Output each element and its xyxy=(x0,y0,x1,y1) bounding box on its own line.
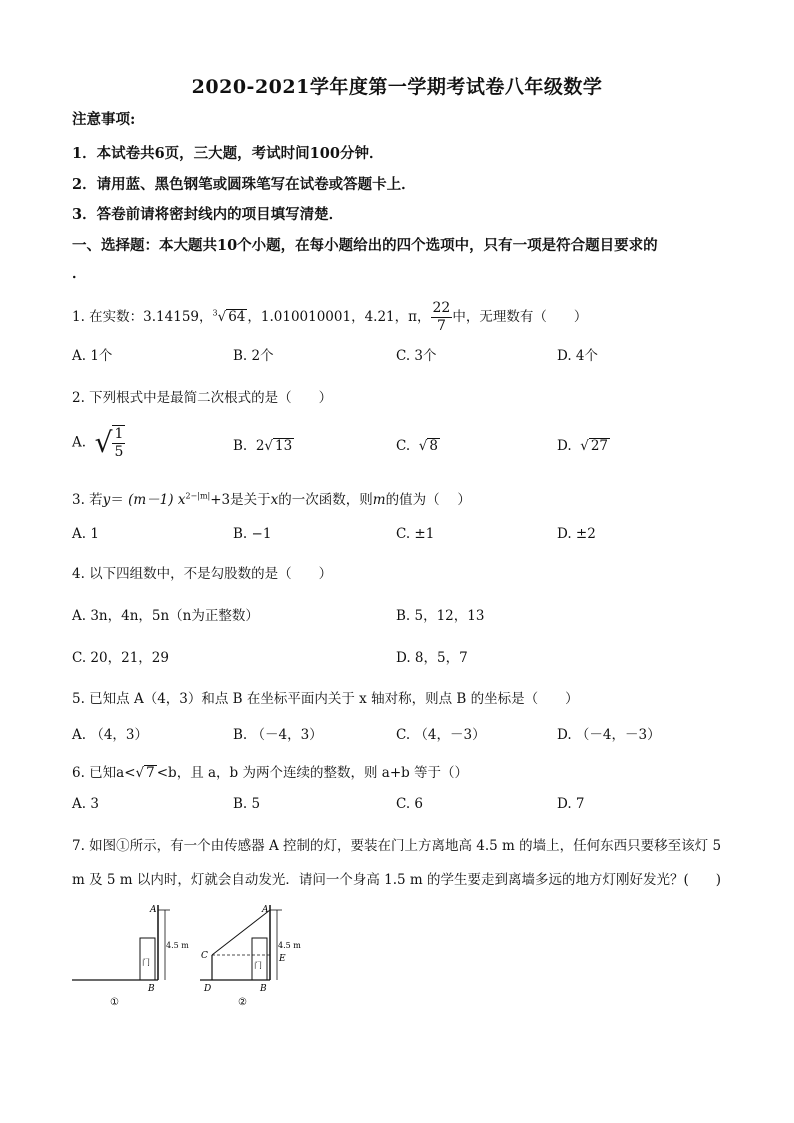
q3-exponent: 2−|m| xyxy=(185,491,211,501)
q1-cube-root: √ 64 xyxy=(217,309,246,325)
q3-part-3: 的一次函数，则 xyxy=(278,492,373,508)
question-1 xyxy=(72,300,587,335)
q1-root-index: 3 xyxy=(212,308,218,318)
q3-x-2: x xyxy=(270,492,279,508)
q1-middle: ，1.010010001，4.21，π， xyxy=(247,309,431,325)
q2-option-d xyxy=(557,438,610,454)
q6-option-a: A. 3 xyxy=(72,796,99,812)
q2-d-radicand: 27 xyxy=(590,438,609,454)
fig2-light-line xyxy=(212,910,270,955)
q3-x: x xyxy=(177,492,186,508)
q2-label-c: C. xyxy=(396,438,411,454)
figure-1 xyxy=(72,905,189,1008)
q6-option-b: B. 5 xyxy=(233,796,261,812)
q3-eq: ＝ xyxy=(110,492,124,508)
q1-suffix: 中，无理数有（ ） xyxy=(452,309,588,325)
fig2-label-b: B xyxy=(260,984,267,994)
q5-option-d: D. （－4，－3） xyxy=(557,727,661,743)
fig1-label-b: B xyxy=(148,984,155,994)
fig2-label-d: D xyxy=(204,984,212,994)
q2-option-a xyxy=(72,425,125,461)
fig2-caption: ② xyxy=(238,997,247,1008)
q6-root: √ 7 xyxy=(135,765,155,781)
q3-option-c: C. ±1 xyxy=(396,526,435,542)
q2-a-num: 1 xyxy=(114,426,124,442)
question-7-line-2: m 及 5 m 以内时，灯就会自动发光．请问一个身高 1.5 m 的学生要走到离墙多远的地方灯刚好发光？( ) xyxy=(72,872,722,888)
q1-option-a: A. 1个 xyxy=(72,348,113,364)
q4-option-c: C. 20，21，29 xyxy=(72,650,169,666)
question-3 xyxy=(72,488,471,508)
notice-item-3: 3．答卷前请将密封线内的项目填写清楚． xyxy=(72,206,344,223)
q4-option-d: D. 8，5，7 xyxy=(396,650,468,666)
q3-option-b: B. −1 xyxy=(233,526,272,542)
fig2-height-label: 4.5 m xyxy=(278,941,301,950)
q2-a-fraction xyxy=(112,425,125,461)
q5-option-c: C. （4，－3） xyxy=(396,727,486,743)
q2-option-c xyxy=(396,438,440,454)
q2-a-den: 5 xyxy=(114,444,124,460)
q1-frac-num: 22 xyxy=(432,300,451,316)
fig1-door-label: 门 xyxy=(142,958,150,967)
q2-label-d: D. xyxy=(557,438,572,454)
q3-plus: +3 xyxy=(210,492,231,508)
q2-label-b: B. xyxy=(233,438,248,454)
q1-frac-den: 7 xyxy=(436,318,446,334)
notice-heading: 注意事项: xyxy=(72,111,136,128)
q4-option-a: A. 3n，4n，5n（n为正整数） xyxy=(72,608,259,624)
q4-option-b: B. 5，12，13 xyxy=(396,608,485,624)
section1-heading: 一、选择题：本大题共10个小题，在每小题给出的四个选项中，只有一项是符合题目要求的 xyxy=(72,237,658,254)
q2-b-coef: 2 xyxy=(255,438,265,454)
question-6 xyxy=(72,761,468,781)
q6-option-c: C. 6 xyxy=(396,796,424,812)
q7-figure xyxy=(70,895,310,1020)
q2-c-root: √ 8 xyxy=(418,438,438,454)
question-2: 2. 下列根式中是最简二次根式的是（ ） xyxy=(72,390,333,406)
q5-option-a: A. （4，3） xyxy=(72,727,149,743)
q1-option-b: B. 2个 xyxy=(233,348,274,364)
question-7-line-1: 7. 如图①所示，有一个由传感器 A 控制的灯，要装在门上方离地高 4.5 m 的墙上，任何东西只要移至该灯 5 xyxy=(72,838,722,854)
fig1-caption: ① xyxy=(110,997,119,1008)
q1-option-c: C. 3个 xyxy=(396,348,437,364)
fig2-label-e: E xyxy=(279,954,286,964)
q6-suffix: <b，且 a，b 为两个连续的整数，则 a+b 等于（） xyxy=(156,765,469,781)
fig2-door xyxy=(252,938,267,980)
fig1-height-label: 4.5 m xyxy=(166,941,189,950)
q1-option-d: D. 4个 xyxy=(557,348,599,364)
fig2-door-label: 门 xyxy=(254,961,262,970)
q5-option-b: B. （－4，3） xyxy=(233,727,323,743)
notice-item-2: 2．请用蓝、黑色钢笔或圆珠笔写在试卷或答题卡上． xyxy=(72,176,416,193)
figure-2 xyxy=(200,905,301,1008)
q1-fraction xyxy=(431,300,453,335)
fig2-label-c: C xyxy=(201,951,208,961)
q3-y: y xyxy=(102,492,111,508)
q3-option-a: A. 1 xyxy=(72,526,99,542)
q2-c-radicand: 8 xyxy=(429,438,438,454)
q3-option-d: D. ±2 xyxy=(557,526,596,542)
q2-a-radical-sign: √ xyxy=(94,426,113,459)
q2-label-a: A. xyxy=(72,434,87,451)
q3-part-2: 是关于 xyxy=(230,492,271,508)
q2-b-radicand: 13 xyxy=(275,438,293,454)
q2-d-root: √ 27 xyxy=(580,438,609,454)
q3-paren: (m－1) xyxy=(128,492,174,508)
question-5: 5. 已知点 A（4，3）和点 B 在坐标平面内关于 x 轴对称，则点 B 的坐标是（ ） xyxy=(72,691,579,707)
q6-option-d: D. 7 xyxy=(557,796,585,812)
q1-prefix: 1. 在实数：3.14159， xyxy=(72,309,213,325)
q2-b-root: √ 13 xyxy=(264,438,293,454)
notice-item-1: 1．本试卷共6页，三大题，考试时间100分钟． xyxy=(72,145,384,162)
q6-radicand: 7 xyxy=(146,765,155,781)
q3-part-1: 3. 若 xyxy=(72,492,103,508)
q3-part-4: 的值为（ ） xyxy=(385,492,471,508)
section1-heading-trail: ． xyxy=(72,265,87,282)
q3-m: m xyxy=(372,492,386,508)
fig1-label-a: A xyxy=(150,905,157,915)
page-title: 2020-2021学年度第一学期考试卷八年级数学 xyxy=(191,76,603,98)
q1-root-radicand: 64 xyxy=(228,309,246,325)
fig2-label-a: A xyxy=(262,905,269,915)
question-4: 4. 以下四组数中，不是勾股数的是（ ） xyxy=(72,566,333,582)
q2-option-b xyxy=(233,438,294,454)
q6-prefix: 6. 已知a< xyxy=(72,765,136,781)
